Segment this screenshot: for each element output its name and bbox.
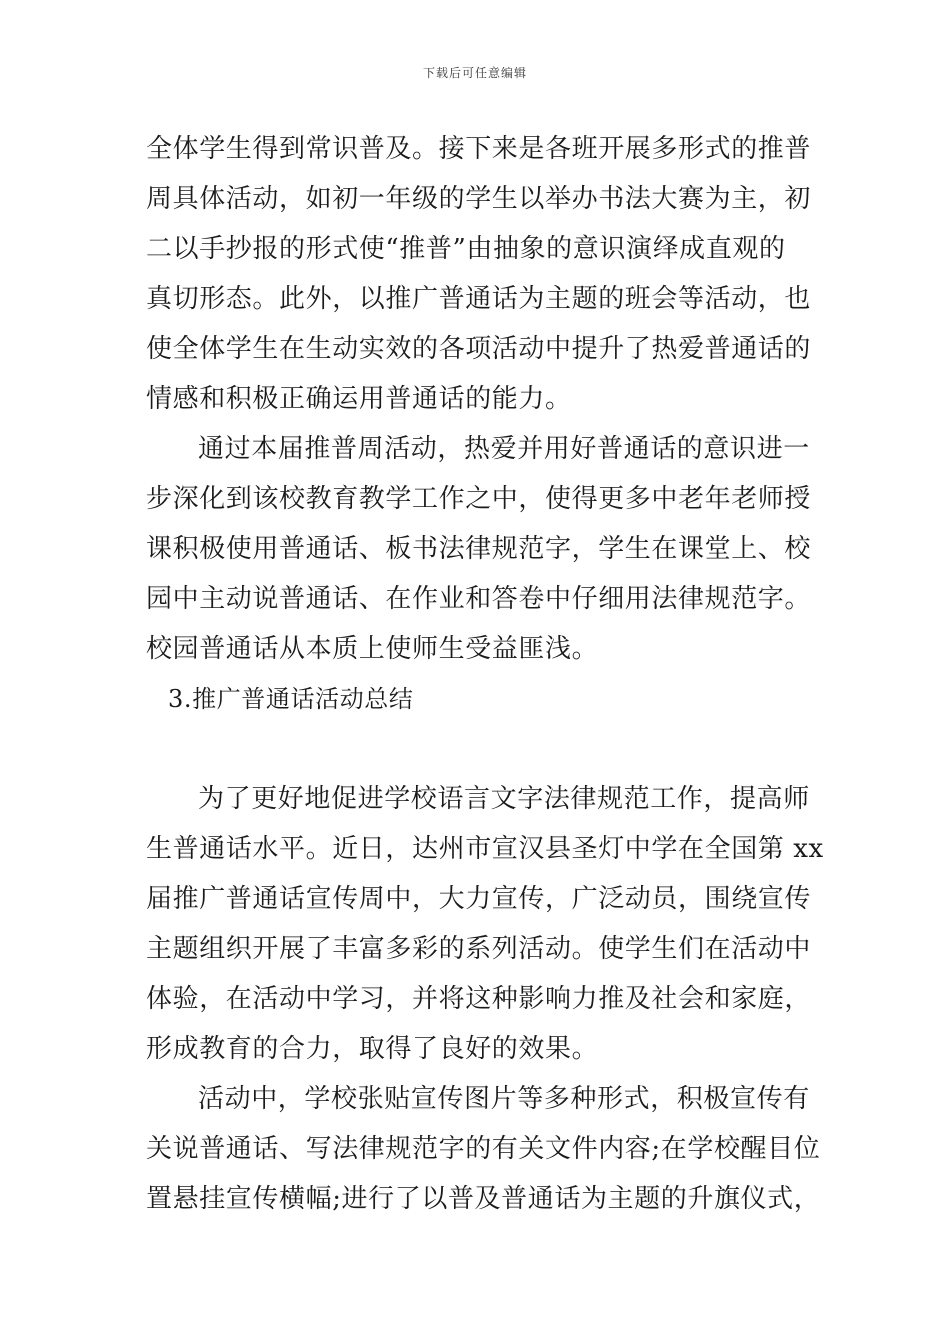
text-line: 通过本届推普周活动，热爱并用好普通话的意识进一 [198,434,810,464]
text-line: 届推广普通话宣传周中，大力宣传，广泛动员，围绕宣传 [146,884,812,914]
text-line: 课积极使用普通话、板书法律规范字，学生在课堂上、校 [146,534,812,564]
text-line: 体验，在活动中学习，并将这种影响力推及社会和家庭， [146,984,812,1014]
text-line: 为了更好地促进学校语言文字法律规范工作，提高师 [198,784,810,814]
text-line: 全体学生得到常识普及。接下来是各班开展多形式的推普 [146,134,812,164]
text-line: 真切形态。此外，以推广普通话为主题的班会等活动，也 [146,284,812,314]
text-line: 置悬挂宣传横幅;进行了以普及普通话为主题的升旗仪式， [146,1184,821,1214]
text-line: 校园普通话从本质上使师生受益匪浅。 [146,634,599,664]
text-line: 活动中，学校张贴宣传图片等多种形式，积极宣传有 [198,1084,810,1114]
text-line: 园中主动说普通话、在作业和答卷中仔细用法律规范字。 [146,584,812,614]
text-line: 步深化到该校教育教学工作之中，使得更多中老年老师授 [146,484,812,514]
text-line: 关说普通话、写法律规范字的有关文件内容;在学校醒目位 [146,1134,821,1164]
text-line: 周具体活动，如初一年级的学生以举办书法大赛为主，初 [146,184,812,214]
section-heading: 3.推广普通话活动总结 [168,685,414,713]
text-line: 二以手抄报的形式使“推普”由抽象的意识演绎成直观的 [146,234,786,264]
text-line: 使全体学生在生动实效的各项活动中提升了热爱普通话的 [146,334,812,364]
text-line: 生普通话水平。近日，达州市宣汉县圣灯中学在全国第 xx [146,834,824,864]
text-line: 主题组织开展了丰富多彩的系列活动。使学生们在活动中 [146,934,812,964]
header-note: 下载后可任意编辑 [422,66,527,80]
text-line: 形成教育的合力，取得了良好的效果。 [146,1034,599,1064]
text-line: 情感和积极正确运用普通话的能力。 [146,384,572,414]
